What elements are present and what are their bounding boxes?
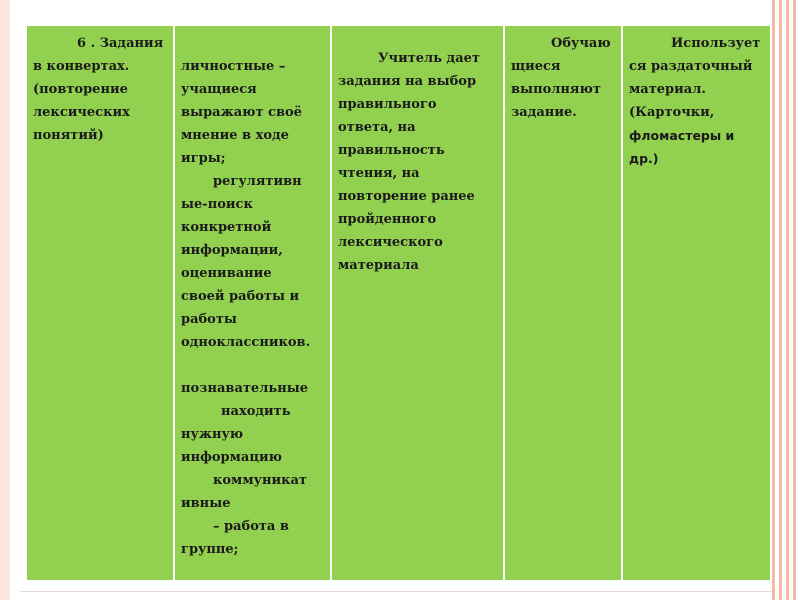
cell-text-line: конкретной	[181, 220, 272, 235]
cell-text-line: работы	[181, 312, 237, 327]
cell-text-line: оценивание	[181, 266, 272, 281]
cell-spacer	[181, 354, 328, 377]
cell-text-line: в конвертах.	[33, 59, 130, 74]
decorative-bottom-line	[20, 591, 772, 592]
cell-text-line: выражают своё	[181, 105, 302, 120]
decorative-left-band	[0, 0, 10, 600]
cell-text-line: информацию	[181, 450, 282, 465]
table-cell-teacher-activity	[332, 26, 503, 580]
cell-text-line: игры;	[181, 151, 226, 166]
cell-text-line: задания на выбор	[338, 74, 477, 89]
cell-text-line: Использует	[671, 36, 761, 51]
cell-text-line: мнение в ходе	[181, 128, 289, 143]
cell-text-line: – работа в	[213, 519, 289, 534]
cell-text-line: находить	[221, 404, 291, 419]
cell-text-line: материал.	[629, 82, 706, 97]
lesson-plan-table	[26, 25, 771, 581]
cell-text-line: щиеся	[511, 59, 561, 74]
cell-text-line: регулятивн	[213, 174, 302, 189]
cell-text-line: Обучаю	[551, 36, 611, 51]
cell-text-line: лексического	[338, 235, 443, 250]
cell-text-line: ответа, на	[338, 120, 416, 135]
table-cell-stage	[27, 26, 173, 580]
cell-text-line: повторение ранее	[338, 189, 475, 204]
cell-text-line: правильного	[338, 97, 437, 112]
table-cell-materials	[623, 26, 770, 580]
cell-text-line: пройденного	[338, 212, 437, 227]
cell-text-line: группе;	[181, 542, 239, 557]
cell-text-line: учащиеся	[181, 82, 257, 97]
cell-text-line: нужную	[181, 427, 244, 442]
cell-text-line: одноклассников.	[181, 335, 311, 350]
cell-text-line: задание.	[511, 105, 577, 120]
cell-text-line: выполняют	[511, 82, 601, 97]
cell-text-line: понятий)	[33, 128, 104, 143]
cell-text-line: (повторение	[33, 82, 128, 97]
cell-text-line: фломастеры и	[629, 128, 735, 143]
cell-text-line: личностные –	[181, 59, 286, 74]
cell-text-line: Учитель дает	[378, 51, 480, 66]
cell-text-line: лексических	[33, 105, 130, 120]
cell-text-line: ые-поиск	[181, 197, 253, 212]
cell-text-line: познавательные	[181, 381, 309, 396]
cell-text-line: 6 . Задания	[77, 36, 164, 51]
table-cell-learning-actions	[175, 26, 330, 580]
cell-text-line: (Карточки,	[629, 105, 715, 120]
cell-text-line: ся раздаточный	[629, 59, 753, 74]
cell-text-line: своей работы и	[181, 289, 300, 304]
cell-text-line: материала	[338, 258, 419, 273]
table-cell-student-activity	[505, 26, 621, 580]
decorative-right-stripes	[772, 0, 800, 600]
cell-text-line: информации,	[181, 243, 283, 258]
cell-text-line: ивные	[181, 496, 231, 511]
cell-text-line: коммуникат	[213, 473, 307, 488]
cell-text-line: др.)	[629, 151, 659, 166]
cell-text-line: чтения, на	[338, 166, 420, 181]
cell-text-line: правильность	[338, 143, 445, 158]
